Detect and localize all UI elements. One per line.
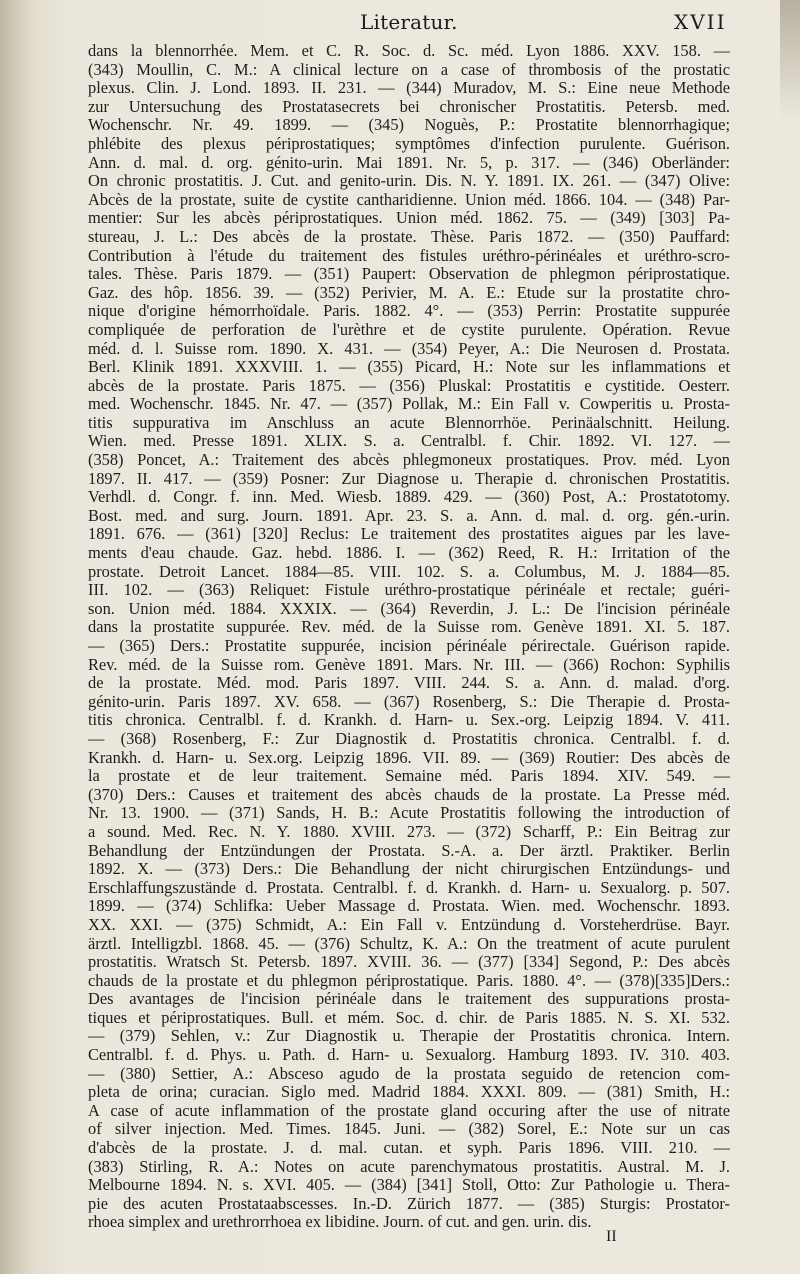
bibliography-text: [88, 42, 730, 1232]
text-line: — (368) Rosenberg, F.: Zur Diagnostik d. Prostatitis chronica. Centralbl. f. d.: [88, 729, 730, 748]
text-line: Nr. 13. 1900. — (371) Sands, H. B.: Acute Prostatitis following the introduction of: [88, 804, 730, 823]
text-line: prostate. Detroit Lancet. 1884—85. VIII. 102. S. a. Columbus, M. J. 1884—85.: [88, 562, 730, 581]
text-line: Bost. med. and surg. Journ. 1891. Apr. 23. S. a. Ann. d. mal. d. org. gén.-urin.: [88, 506, 730, 525]
text-line: a sound. Med. Rec. N. Y. 1880. XVIII. 273. — (372) Scharff, P.: Ein Beitrag zur: [88, 822, 730, 841]
text-line: Verhdl. d. Congr. f. inn. Med. Wiesb. 1889. 429. — (360) Post, A.: Prostatotomy.: [88, 488, 730, 507]
text-line: pie des acuten Prostataabscesses. In.-D. Zürich 1877. — (385) Sturgis: Prostator-: [88, 1194, 730, 1213]
text-line: med. Wochenschr. 1845. Nr. 47. — (357) Pollak, M.: Ein Fall v. Cowperitis u. Prosta-: [88, 395, 730, 414]
text-line: rhoea simplex and urethrorrhoea ex libidine. Journ. of cut. and gen. urin. dis.: [88, 1213, 592, 1232]
text-line: Erschlaffungszustände d. Prostata. Centralbl. f. d. Krankh. d. Harn- u. Sexualorg. p. 507.: [88, 878, 730, 897]
text-line: Melbourne 1894. N. s. XVI. 405. — (384) [341] Stoll, Otto: Zur Pathologie u. Thera-: [88, 1176, 730, 1195]
text-line: Ann. d. mal. d. org. génito-urin. Mai 1891. Nr. 5, p. 317. — (346) Oberländer:: [88, 153, 730, 172]
text-line: ärztl. Intelligzbl. 1868. 45. — (376) Schultz, K. A.: On the treatment of acute purulent: [88, 934, 730, 953]
text-line: phlébite des plexus périprostatiques; symptômes d'infection purulente. Guérison.: [88, 134, 730, 153]
text-line: compliquée de perforation de l'urèthre et de cystite purulente. Opération. Revue: [88, 320, 730, 339]
text-line: dans la blennorrhée. Mem. et C. R. Soc. d. Sc. méd. Lyon 1886. XXV. 158. —: [88, 42, 730, 60]
text-line: Centralbl. f. d. Phys. u. Path. d. Harn- u. Sexualorg. Hamburg 1893. IV. 310. 403.: [88, 1046, 730, 1065]
text-line: abcès de la prostate. Paris 1875. — (356) Pluskal: Prostatitis e cystitide. Oesterr.: [88, 376, 730, 395]
text-line: tales. Thèse. Paris 1879. — (351) Paupert: Observation de phlegmon périprostatique.: [88, 265, 730, 284]
text-line: of silver injection. Med. Times. 1845. Juni. — (382) Sorel, E.: Note sur un cas: [88, 1120, 730, 1139]
text-line: de la prostate. Méd. mod. Paris 1897. VIII. 244. S. a. Ann. d. malad. d'org.: [88, 674, 730, 693]
running-head: Literatur.: [360, 10, 458, 34]
text-line: — (365) Ders.: Prostatite suppurée, incision périnéale périrectale. Guérison rapide.: [88, 637, 730, 655]
text-line: (358) Poncet, A.: Traitement des abcès phlegmoneux prostatiques. Prov. méd. Lyon: [88, 451, 730, 470]
page-edge-shadow: [0, 0, 28, 1274]
text-line: mentier: Sur les abcès périprostatiques. Union méd. 1862. 75. — (349) [303] Pa-: [88, 209, 730, 228]
text-line: Gaz. des hôp. 1856. 39. — (352) Perivier, M. A. E.: Etude sur la prostatite chro-: [88, 283, 730, 302]
text-line: Krankh. d. Harn- u. Sex.org. Leipzig 1896. VII. 89. — (369) Routier: Des abcès de: [88, 748, 730, 767]
text-line: son. Union méd. 1884. XXXIX. — (364) Reverdin, J. L.: De l'incision périnéale: [88, 599, 730, 618]
text-line: 1897. II. 417. — (359) Posner: Zur Diagnose u. Therapie d. chronischen Prostatitis.: [88, 469, 730, 488]
text-line: Contribution à l'étude du traitement des fistules uréthro-périnéales et uréthro-scro-: [88, 246, 730, 265]
text-line: dans la prostatite suppurée. Rev. méd. de la Suisse rom. Genève 1891. XI. 5. 187.: [88, 618, 730, 637]
text-line: (383) Stirling, R. A.: Notes on acute parenchymatous prostatitis. Austral. M. J.: [88, 1157, 730, 1176]
text-line: génito-urin. Paris 1897. XV. 658. — (367) Rosenberg, S.: Die Therapie d. Prosta-: [88, 692, 730, 711]
text-line: titis chronica. Centralbl. f. d. Krankh. d. Harn- u. Sex.-org. Leipzig 1894. V. 411.: [88, 711, 730, 730]
text-line: 1891. 676. — (361) [320] Reclus: Le traitement des prostatites aigues par les lave-: [88, 525, 730, 544]
text-line: Rev. méd. de la Suisse rom. Genève 1891. Mars. Nr. III. — (366) Rochon: Syphilis: [88, 655, 730, 674]
text-line: XX. XXI. — (375) Schmidt, A.: Ein Fall v. Entzündung d. Vorsteherdrüse. Bayr.: [88, 915, 730, 934]
text-line: la prostate et de leur traitement. Semaine méd. Paris 1894. XIV. 549. —: [88, 767, 730, 786]
text-line: Des avantages de l'incision périnéale dans le traitement des suppurations prosta-: [88, 990, 730, 1009]
text-line: plexus. Clin. J. Lond. 1893. II. 231. — (344) Muradov, M. S.: Eine neue Methode: [88, 79, 730, 98]
page-number: XVII: [674, 10, 727, 34]
signature-mark: II: [606, 1228, 617, 1245]
text-line: d'abcès de la prostate. J. d. mal. cutan. et syph. Paris 1896. VIII. 210. —: [88, 1139, 730, 1158]
text-line: chauds de la prostate et du phlegmon périprostatique. Paris. 1880. 4°. — (378)[335]Ders.:: [88, 971, 730, 990]
text-line: A case of acute inflammation of the prostate gland occuring after the use of nitrate: [88, 1101, 730, 1120]
text-line: Wochenschr. Nr. 49. 1899. — (345) Noguès, P.: Prostatite blennorrhagique;: [88, 116, 730, 135]
text-line: — (379) Sehlen, v.: Zur Diagnostik u. Therapie der Prostatitis chronica. Intern.: [88, 1027, 730, 1046]
text-line: Berl. Klinik 1891. XXXVIII. 1. — (355) Picard, H.: Note sur les inflammations et: [88, 358, 730, 377]
text-line: stureau, J. L.: Des abcès de la prostate. Thèse. Paris 1872. — (350) Pauffard:: [88, 227, 730, 246]
text-line: prostatitis. Wratsch St. Petersb. 1897. XVIII. 36. — (377) [334] Segond, P.: Des abcès: [88, 953, 730, 972]
text-line: pleta de orina; curacian. Siglo med. Madrid 1884. XXXI. 809. — (381) Smith, H.:: [88, 1083, 730, 1102]
text-line: Wien. med. Presse 1891. XLIX. S. a. Centralbl. f. Chir. 1892. VI. 127. —: [88, 432, 730, 451]
text-line: (343) Moullin, C. M.: A clinical lecture on a case of thrombosis of the prostatic: [88, 60, 730, 79]
text-line: Behandlung der Entzündungen der Prostata. S.-A. a. Der ärztl. Praktiker. Berlin: [88, 841, 730, 860]
text-line: — (380) Settier, A.: Absceso agudo de la prostata seguido de retencion com-: [88, 1064, 730, 1083]
text-line: zur Untersuchung des Prostatasecrets bei chronischer Prostatitis. Petersb. med.: [88, 97, 730, 116]
text-line: tiques et périprostatiques. Bull. et mém. Soc. d. chir. de Paris 1885. N. S. XI. 532.: [88, 1008, 730, 1027]
text-line: (370) Ders.: Causes et traitement des abcès chauds de la prostate. La Presse méd.: [88, 785, 730, 804]
text-line: On chronic prostatitis. J. Cut. and genito-urin. Dis. N. Y. 1891. IX. 261. — (347) Olive:: [88, 172, 730, 191]
text-line: 1899. — (374) Schlifka: Ueber Massage d. Prostata. Wien. med. Wochenschr. 1893.: [88, 897, 730, 916]
text-line: III. 102. — (363) Reliquet: Fistule uréthro-prostatique périnéale et rectale; guéri-: [88, 581, 730, 600]
text-line: 1892. X. — (373) Ders.: Die Behandlung der nicht chirurgischen Entzündungs- und: [88, 860, 730, 879]
text-line: titis suppurativa im Anschluss an acute Blennorrhöe. Perinäalschnitt. Heilung.: [88, 413, 730, 432]
text-line: Abcès de la prostate, suite de cystite cantharidienne. Union méd. 1866. 104. — (348) Par-: [88, 190, 730, 209]
text-line: ments d'eau chaude. Gaz. hebd. 1886. I. — (362) Reed, R. H.: Irritation of the: [88, 544, 730, 563]
text-line: nique d'origine hémorrhoïdale. Paris. 1882. 4°. — (353) Perrin: Prostatite suppurée: [88, 302, 730, 321]
text-line: méd. d. l. Suisse rom. 1890. X. 431. — (354) Peyer, A.: Die Neurosen d. Prostata.: [88, 339, 730, 358]
